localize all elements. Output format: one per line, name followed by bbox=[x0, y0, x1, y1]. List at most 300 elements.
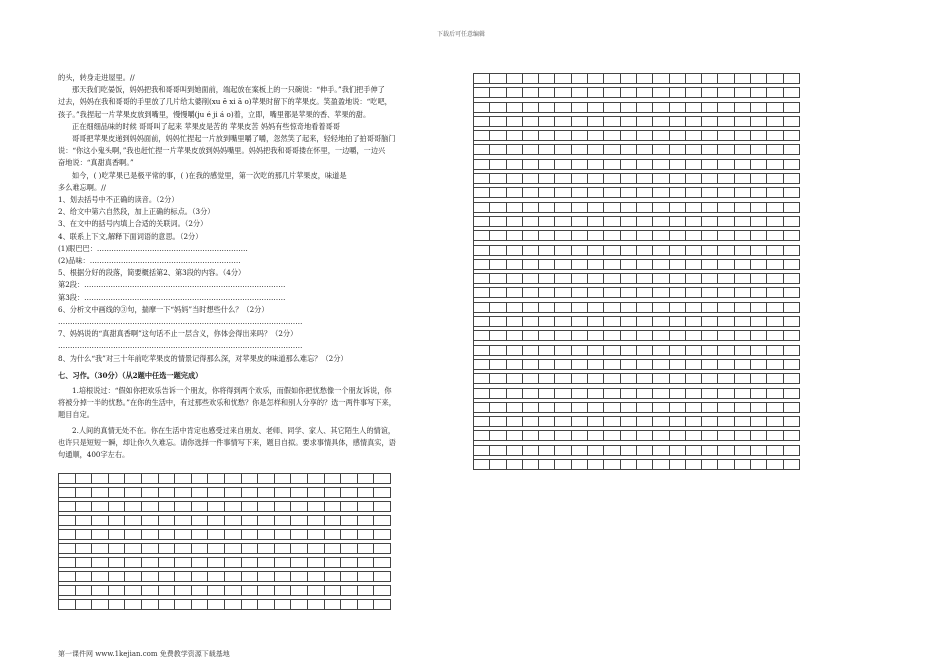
grid-cell[interactable] bbox=[572, 88, 588, 98]
grid-cell[interactable] bbox=[604, 117, 620, 127]
grid-cell[interactable] bbox=[159, 586, 176, 596]
grid-cell[interactable] bbox=[490, 145, 506, 155]
grid-cell[interactable] bbox=[621, 88, 637, 98]
grid-cell[interactable] bbox=[751, 431, 767, 441]
grid-cell[interactable] bbox=[784, 303, 800, 313]
grid-cell[interactable] bbox=[588, 460, 604, 470]
grid-cell[interactable] bbox=[490, 103, 506, 113]
grid-cell[interactable] bbox=[474, 246, 490, 256]
grid-cell[interactable] bbox=[735, 217, 751, 227]
grid-cell[interactable] bbox=[242, 502, 259, 512]
grid-cell[interactable] bbox=[490, 288, 506, 298]
grid-cell[interactable] bbox=[539, 231, 555, 241]
grid-cell[interactable] bbox=[718, 117, 734, 127]
grid-cell[interactable] bbox=[702, 203, 718, 213]
grid-cell[interactable] bbox=[784, 288, 800, 298]
grid-cell[interactable] bbox=[308, 586, 325, 596]
grid-cell[interactable] bbox=[572, 103, 588, 113]
grid-cell[interactable] bbox=[523, 117, 539, 127]
grid-cell[interactable] bbox=[588, 360, 604, 370]
grid-cell[interactable] bbox=[225, 544, 242, 554]
grid-cell[interactable] bbox=[718, 431, 734, 441]
grid-cell[interactable] bbox=[637, 188, 653, 198]
grid-cell[interactable] bbox=[572, 217, 588, 227]
grid-cell[interactable] bbox=[718, 160, 734, 170]
grid-cell[interactable] bbox=[588, 417, 604, 427]
grid-cell[interactable] bbox=[474, 174, 490, 184]
grid-cell[interactable] bbox=[686, 446, 702, 456]
grid-cell[interactable] bbox=[59, 558, 76, 568]
grid-cell[interactable] bbox=[686, 360, 702, 370]
grid-cell[interactable] bbox=[555, 88, 571, 98]
grid-cell[interactable] bbox=[555, 145, 571, 155]
grid-cell[interactable] bbox=[767, 117, 783, 127]
grid-cell[interactable] bbox=[637, 288, 653, 298]
grid-cell[interactable] bbox=[621, 374, 637, 384]
grid-cell[interactable] bbox=[490, 389, 506, 399]
grid-cell[interactable] bbox=[555, 131, 571, 141]
grid-cell[interactable] bbox=[539, 331, 555, 341]
grid-cell[interactable] bbox=[308, 572, 325, 582]
grid-cell[interactable] bbox=[653, 317, 669, 327]
grid-cell[interactable] bbox=[59, 586, 76, 596]
grid-cell[interactable] bbox=[474, 274, 490, 284]
grid-cell[interactable] bbox=[572, 431, 588, 441]
grid-cell[interactable] bbox=[702, 174, 718, 184]
grid-cell[interactable] bbox=[572, 274, 588, 284]
grid-cell[interactable] bbox=[588, 374, 604, 384]
grid-cell[interactable] bbox=[474, 74, 490, 84]
grid-cell[interactable] bbox=[653, 389, 669, 399]
grid-cell[interactable] bbox=[258, 544, 275, 554]
grid-cell[interactable] bbox=[358, 488, 375, 498]
grid-cell[interactable] bbox=[208, 572, 225, 582]
grid-cell[interactable] bbox=[523, 360, 539, 370]
grid-cell[interactable] bbox=[192, 488, 209, 498]
grid-cell[interactable] bbox=[258, 558, 275, 568]
grid-cell[interactable] bbox=[653, 274, 669, 284]
grid-cell[interactable] bbox=[142, 558, 159, 568]
grid-cell[interactable] bbox=[92, 488, 109, 498]
grid-cell[interactable] bbox=[555, 160, 571, 170]
grid-cell[interactable] bbox=[142, 600, 159, 610]
grid-cell[interactable] bbox=[751, 203, 767, 213]
grid-cell[interactable] bbox=[291, 586, 308, 596]
grid-cell[interactable] bbox=[767, 374, 783, 384]
grid-cell[interactable] bbox=[572, 389, 588, 399]
grid-cell[interactable] bbox=[490, 446, 506, 456]
grid-cell[interactable] bbox=[604, 74, 620, 84]
grid-cell[interactable] bbox=[767, 160, 783, 170]
grid-cell[interactable] bbox=[341, 600, 358, 610]
grid-cell[interactable] bbox=[686, 88, 702, 98]
grid-cell[interactable] bbox=[621, 317, 637, 327]
grid-cell[interactable] bbox=[686, 231, 702, 241]
grid-cell[interactable] bbox=[208, 544, 225, 554]
grid-cell[interactable] bbox=[702, 317, 718, 327]
grid-cell[interactable] bbox=[275, 516, 292, 526]
grid-cell[interactable] bbox=[175, 530, 192, 540]
grid-cell[interactable] bbox=[670, 346, 686, 356]
grid-cell[interactable] bbox=[507, 389, 523, 399]
grid-cell[interactable] bbox=[358, 572, 375, 582]
grid-cell[interactable] bbox=[490, 188, 506, 198]
grid-cell[interactable] bbox=[702, 88, 718, 98]
grid-cell[interactable] bbox=[621, 246, 637, 256]
grid-cell[interactable] bbox=[702, 303, 718, 313]
grid-cell[interactable] bbox=[718, 317, 734, 327]
grid-cell[interactable] bbox=[555, 274, 571, 284]
grid-cell[interactable] bbox=[374, 488, 391, 498]
grid-cell[interactable] bbox=[490, 346, 506, 356]
grid-cell[interactable] bbox=[670, 117, 686, 127]
grid-cell[interactable] bbox=[159, 474, 176, 484]
grid-cell[interactable] bbox=[670, 160, 686, 170]
grid-cell[interactable] bbox=[555, 174, 571, 184]
grid-cell[interactable] bbox=[604, 145, 620, 155]
grid-cell[interactable] bbox=[92, 544, 109, 554]
grid-cell[interactable] bbox=[474, 131, 490, 141]
grid-cell[interactable] bbox=[637, 274, 653, 284]
grid-cell[interactable] bbox=[637, 117, 653, 127]
grid-cell[interactable] bbox=[767, 360, 783, 370]
grid-cell[interactable] bbox=[308, 502, 325, 512]
grid-cell[interactable] bbox=[539, 203, 555, 213]
grid-cell[interactable] bbox=[523, 288, 539, 298]
grid-cell[interactable] bbox=[637, 174, 653, 184]
grid-cell[interactable] bbox=[670, 274, 686, 284]
grid-cell[interactable] bbox=[341, 586, 358, 596]
grid-cell[interactable] bbox=[507, 203, 523, 213]
grid-cell[interactable] bbox=[125, 600, 142, 610]
grid-cell[interactable] bbox=[588, 431, 604, 441]
grid-cell[interactable] bbox=[507, 246, 523, 256]
grid-cell[interactable] bbox=[588, 274, 604, 284]
grid-cell[interactable] bbox=[539, 346, 555, 356]
grid-cell[interactable] bbox=[308, 516, 325, 526]
grid-cell[interactable] bbox=[474, 403, 490, 413]
grid-cell[interactable] bbox=[653, 403, 669, 413]
grid-cell[interactable] bbox=[76, 530, 93, 540]
grid-cell[interactable] bbox=[686, 203, 702, 213]
grid-cell[interactable] bbox=[507, 217, 523, 227]
grid-cell[interactable] bbox=[555, 74, 571, 84]
grid-cell[interactable] bbox=[751, 131, 767, 141]
writing-grid-left[interactable] bbox=[58, 473, 391, 610]
grid-cell[interactable] bbox=[358, 502, 375, 512]
grid-cell[interactable] bbox=[604, 288, 620, 298]
grid-cell[interactable] bbox=[523, 417, 539, 427]
grid-cell[interactable] bbox=[275, 544, 292, 554]
grid-cell[interactable] bbox=[539, 431, 555, 441]
grid-cell[interactable] bbox=[555, 331, 571, 341]
grid-cell[interactable] bbox=[604, 403, 620, 413]
grid-cell[interactable] bbox=[784, 446, 800, 456]
grid-cell[interactable] bbox=[637, 74, 653, 84]
grid-cell[interactable] bbox=[208, 600, 225, 610]
grid-cell[interactable] bbox=[291, 516, 308, 526]
grid-cell[interactable] bbox=[92, 530, 109, 540]
grid-cell[interactable] bbox=[702, 117, 718, 127]
grid-cell[interactable] bbox=[208, 530, 225, 540]
grid-cell[interactable] bbox=[670, 374, 686, 384]
grid-cell[interactable] bbox=[474, 331, 490, 341]
grid-cell[interactable] bbox=[751, 303, 767, 313]
grid-cell[interactable] bbox=[767, 331, 783, 341]
grid-cell[interactable] bbox=[490, 317, 506, 327]
grid-cell[interactable] bbox=[588, 303, 604, 313]
grid-cell[interactable] bbox=[653, 231, 669, 241]
grid-cell[interactable] bbox=[523, 74, 539, 84]
grid-cell[interactable] bbox=[507, 346, 523, 356]
grid-cell[interactable] bbox=[588, 188, 604, 198]
grid-cell[interactable] bbox=[275, 488, 292, 498]
grid-cell[interactable] bbox=[637, 145, 653, 155]
grid-cell[interactable] bbox=[109, 572, 126, 582]
grid-cell[interactable] bbox=[490, 160, 506, 170]
grid-cell[interactable] bbox=[539, 88, 555, 98]
grid-cell[interactable] bbox=[490, 403, 506, 413]
grid-cell[interactable] bbox=[784, 188, 800, 198]
grid-cell[interactable] bbox=[751, 117, 767, 127]
grid-cell[interactable] bbox=[507, 303, 523, 313]
grid-cell[interactable] bbox=[555, 188, 571, 198]
grid-cell[interactable] bbox=[341, 572, 358, 582]
grid-cell[interactable] bbox=[192, 544, 209, 554]
grid-cell[interactable] bbox=[718, 274, 734, 284]
grid-cell[interactable] bbox=[125, 586, 142, 596]
grid-cell[interactable] bbox=[507, 145, 523, 155]
grid-cell[interactable] bbox=[539, 188, 555, 198]
grid-cell[interactable] bbox=[474, 260, 490, 270]
grid-cell[interactable] bbox=[59, 572, 76, 582]
grid-cell[interactable] bbox=[751, 188, 767, 198]
grid-cell[interactable] bbox=[341, 516, 358, 526]
grid-cell[interactable] bbox=[507, 331, 523, 341]
grid-cell[interactable] bbox=[637, 246, 653, 256]
grid-cell[interactable] bbox=[604, 303, 620, 313]
grid-cell[interactable] bbox=[653, 374, 669, 384]
grid-cell[interactable] bbox=[192, 600, 209, 610]
grid-cell[interactable] bbox=[374, 586, 391, 596]
grid-cell[interactable] bbox=[784, 331, 800, 341]
grid-cell[interactable] bbox=[308, 544, 325, 554]
grid-cell[interactable] bbox=[159, 558, 176, 568]
grid-cell[interactable] bbox=[621, 389, 637, 399]
grid-cell[interactable] bbox=[76, 502, 93, 512]
grid-cell[interactable] bbox=[192, 530, 209, 540]
grid-cell[interactable] bbox=[637, 389, 653, 399]
grid-cell[interactable] bbox=[767, 317, 783, 327]
grid-cell[interactable] bbox=[735, 131, 751, 141]
grid-cell[interactable] bbox=[291, 572, 308, 582]
grid-cell[interactable] bbox=[621, 331, 637, 341]
grid-cell[interactable] bbox=[735, 260, 751, 270]
grid-cell[interactable] bbox=[784, 117, 800, 127]
grid-cell[interactable] bbox=[242, 544, 259, 554]
grid-cell[interactable] bbox=[258, 530, 275, 540]
grid-cell[interactable] bbox=[784, 131, 800, 141]
grid-cell[interactable] bbox=[555, 389, 571, 399]
grid-cell[interactable] bbox=[621, 103, 637, 113]
grid-cell[interactable] bbox=[142, 572, 159, 582]
grid-cell[interactable] bbox=[784, 460, 800, 470]
grid-cell[interactable] bbox=[767, 288, 783, 298]
grid-cell[interactable] bbox=[374, 516, 391, 526]
grid-cell[interactable] bbox=[588, 203, 604, 213]
grid-cell[interactable] bbox=[718, 217, 734, 227]
grid-cell[interactable] bbox=[686, 246, 702, 256]
grid-cell[interactable] bbox=[604, 389, 620, 399]
grid-cell[interactable] bbox=[653, 145, 669, 155]
grid-cell[interactable] bbox=[637, 360, 653, 370]
grid-cell[interactable] bbox=[507, 403, 523, 413]
grid-cell[interactable] bbox=[208, 558, 225, 568]
grid-cell[interactable] bbox=[621, 174, 637, 184]
grid-cell[interactable] bbox=[555, 446, 571, 456]
grid-cell[interactable] bbox=[275, 572, 292, 582]
grid-cell[interactable] bbox=[653, 246, 669, 256]
grid-cell[interactable] bbox=[555, 403, 571, 413]
grid-cell[interactable] bbox=[59, 530, 76, 540]
grid-cell[interactable] bbox=[374, 572, 391, 582]
grid-cell[interactable] bbox=[539, 303, 555, 313]
grid-cell[interactable] bbox=[702, 246, 718, 256]
grid-cell[interactable] bbox=[258, 516, 275, 526]
grid-cell[interactable] bbox=[784, 431, 800, 441]
grid-cell[interactable] bbox=[572, 145, 588, 155]
grid-cell[interactable] bbox=[125, 530, 142, 540]
grid-cell[interactable] bbox=[92, 516, 109, 526]
grid-cell[interactable] bbox=[670, 174, 686, 184]
grid-cell[interactable] bbox=[192, 586, 209, 596]
grid-cell[interactable] bbox=[555, 431, 571, 441]
grid-cell[interactable] bbox=[474, 188, 490, 198]
grid-cell[interactable] bbox=[604, 231, 620, 241]
grid-cell[interactable] bbox=[325, 474, 342, 484]
grid-cell[interactable] bbox=[76, 558, 93, 568]
grid-cell[interactable] bbox=[258, 600, 275, 610]
grid-cell[interactable] bbox=[374, 502, 391, 512]
grid-cell[interactable] bbox=[784, 346, 800, 356]
grid-cell[interactable] bbox=[718, 88, 734, 98]
grid-cell[interactable] bbox=[735, 231, 751, 241]
grid-cell[interactable] bbox=[604, 217, 620, 227]
grid-cell[interactable] bbox=[686, 417, 702, 427]
grid-cell[interactable] bbox=[175, 502, 192, 512]
grid-cell[interactable] bbox=[208, 586, 225, 596]
grid-cell[interactable] bbox=[784, 231, 800, 241]
grid-cell[interactable] bbox=[258, 502, 275, 512]
grid-cell[interactable] bbox=[751, 460, 767, 470]
grid-cell[interactable] bbox=[784, 174, 800, 184]
grid-cell[interactable] bbox=[474, 203, 490, 213]
grid-cell[interactable] bbox=[653, 331, 669, 341]
grid-cell[interactable] bbox=[474, 303, 490, 313]
grid-cell[interactable] bbox=[751, 217, 767, 227]
grid-cell[interactable] bbox=[670, 389, 686, 399]
grid-cell[interactable] bbox=[192, 558, 209, 568]
grid-cell[interactable] bbox=[572, 360, 588, 370]
grid-cell[interactable] bbox=[572, 260, 588, 270]
grid-cell[interactable] bbox=[142, 488, 159, 498]
grid-cell[interactable] bbox=[159, 544, 176, 554]
grid-cell[interactable] bbox=[670, 403, 686, 413]
grid-cell[interactable] bbox=[718, 74, 734, 84]
grid-cell[interactable] bbox=[751, 374, 767, 384]
grid-cell[interactable] bbox=[242, 600, 259, 610]
grid-cell[interactable] bbox=[92, 502, 109, 512]
grid-cell[interactable] bbox=[308, 474, 325, 484]
grid-cell[interactable] bbox=[751, 160, 767, 170]
grid-cell[interactable] bbox=[686, 389, 702, 399]
grid-cell[interactable] bbox=[507, 188, 523, 198]
grid-cell[interactable] bbox=[142, 474, 159, 484]
grid-cell[interactable] bbox=[702, 188, 718, 198]
grid-cell[interactable] bbox=[291, 502, 308, 512]
grid-cell[interactable] bbox=[767, 217, 783, 227]
grid-cell[interactable] bbox=[258, 586, 275, 596]
grid-cell[interactable] bbox=[59, 474, 76, 484]
grid-cell[interactable] bbox=[507, 174, 523, 184]
grid-cell[interactable] bbox=[751, 417, 767, 427]
grid-cell[interactable] bbox=[523, 131, 539, 141]
grid-cell[interactable] bbox=[308, 558, 325, 568]
grid-cell[interactable] bbox=[125, 572, 142, 582]
grid-cell[interactable] bbox=[572, 288, 588, 298]
grid-cell[interactable] bbox=[490, 117, 506, 127]
grid-cell[interactable] bbox=[588, 317, 604, 327]
grid-cell[interactable] bbox=[604, 460, 620, 470]
grid-cell[interactable] bbox=[637, 374, 653, 384]
grid-cell[interactable] bbox=[767, 417, 783, 427]
grid-cell[interactable] bbox=[539, 131, 555, 141]
grid-cell[interactable] bbox=[653, 288, 669, 298]
grid-cell[interactable] bbox=[109, 516, 126, 526]
grid-cell[interactable] bbox=[490, 331, 506, 341]
grid-cell[interactable] bbox=[208, 516, 225, 526]
grid-cell[interactable] bbox=[142, 544, 159, 554]
grid-cell[interactable] bbox=[523, 374, 539, 384]
grid-cell[interactable] bbox=[308, 530, 325, 540]
grid-cell[interactable] bbox=[702, 403, 718, 413]
grid-cell[interactable] bbox=[686, 217, 702, 227]
grid-cell[interactable] bbox=[275, 586, 292, 596]
grid-cell[interactable] bbox=[572, 117, 588, 127]
grid-cell[interactable] bbox=[686, 403, 702, 413]
grid-cell[interactable] bbox=[59, 516, 76, 526]
grid-cell[interactable] bbox=[291, 530, 308, 540]
grid-cell[interactable] bbox=[588, 389, 604, 399]
grid-cell[interactable] bbox=[621, 403, 637, 413]
grid-cell[interactable] bbox=[604, 131, 620, 141]
grid-cell[interactable] bbox=[507, 88, 523, 98]
grid-cell[interactable] bbox=[507, 74, 523, 84]
grid-cell[interactable] bbox=[686, 131, 702, 141]
grid-cell[interactable] bbox=[208, 488, 225, 498]
grid-cell[interactable] bbox=[555, 346, 571, 356]
grid-cell[interactable] bbox=[702, 288, 718, 298]
grid-cell[interactable] bbox=[735, 74, 751, 84]
grid-cell[interactable] bbox=[242, 488, 259, 498]
grid-cell[interactable] bbox=[258, 474, 275, 484]
grid-cell[interactable] bbox=[76, 544, 93, 554]
grid-cell[interactable] bbox=[291, 600, 308, 610]
grid-cell[interactable] bbox=[653, 88, 669, 98]
grid-cell[interactable] bbox=[474, 374, 490, 384]
grid-cell[interactable] bbox=[490, 431, 506, 441]
grid-cell[interactable] bbox=[275, 502, 292, 512]
